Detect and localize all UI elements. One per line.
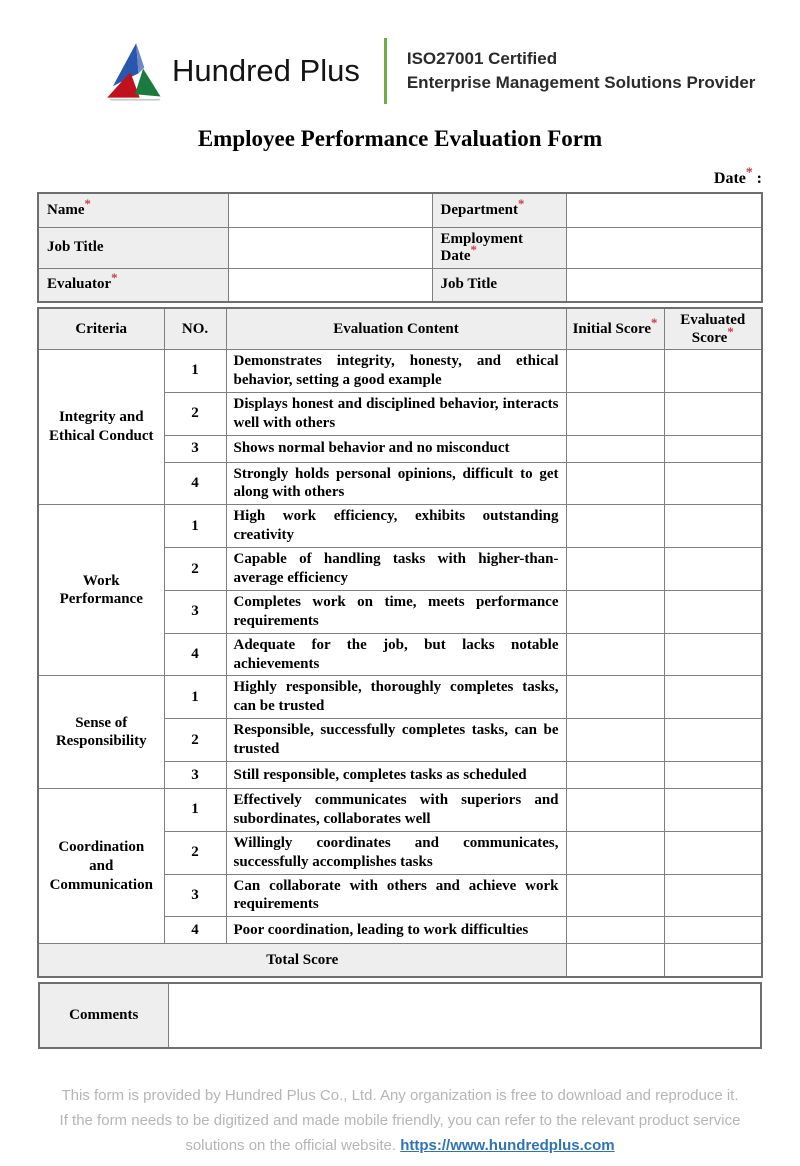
evaluation-content: Can collaborate with others and achieve work requirements — [226, 874, 566, 917]
evaluated-score-cell[interactable] — [664, 676, 762, 719]
required-asterisk: * — [517, 196, 525, 211]
date-colon: : — [752, 170, 762, 187]
evaluation-content: Strongly holds personal opinions, difficult to get along with others — [226, 462, 566, 505]
item-number: 4 — [164, 633, 226, 676]
evaluation-content: Still responsible, completes tasks as scheduled — [226, 762, 566, 789]
evaluation-row — [38, 789, 762, 832]
evaluation-content: Shows normal behavior and no misconduct — [226, 435, 566, 462]
required-asterisk: * — [84, 196, 91, 211]
header-content: Evaluation Content — [226, 308, 566, 350]
item-number: 3 — [164, 762, 226, 789]
evaluated-score-cell[interactable] — [664, 633, 762, 676]
initial-score-cell[interactable] — [566, 719, 664, 762]
comments-label: Comments — [39, 983, 168, 1048]
brand-name: Hundred Plus — [172, 53, 360, 88]
evaluation-content: Responsible, successfully completes tasks, can be trusted — [226, 719, 566, 762]
footer-line-2: If the form needs to be digitized and made mobile friendly, you can refer to the relevant product service — [59, 1111, 741, 1129]
item-number: 1 — [164, 676, 226, 719]
evaluation-content: Willingly coordinates and communicates, successfully accomplishes tasks — [226, 831, 566, 874]
hundred-plus-logo-icon — [106, 41, 164, 101]
evaluation-content: Capable of handling tasks with higher-than-average efficiency — [226, 548, 566, 591]
info-value-cell[interactable] — [566, 193, 762, 227]
initial-score-cell[interactable] — [566, 676, 664, 719]
cert-line-2: Enterprise Management Solutions Provider — [406, 73, 756, 92]
header-initial-score: Initial Score* — [566, 308, 664, 350]
info-value-cell[interactable] — [228, 268, 432, 302]
initial-score-cell[interactable] — [566, 831, 664, 874]
evaluated-score-cell[interactable] — [664, 392, 762, 435]
evaluated-score-cell[interactable] — [664, 590, 762, 633]
info-value-cell[interactable] — [566, 268, 762, 302]
date-line — [38, 164, 762, 188]
initial-score-cell[interactable] — [566, 590, 664, 633]
initial-score-cell[interactable] — [566, 917, 664, 944]
website-link[interactable]: https://www.hundredplus.com — [400, 1136, 615, 1154]
criteria-cell: Integrity and Ethical Conduct — [38, 350, 164, 505]
item-number: 2 — [164, 392, 226, 435]
evaluation-content: Adequate for the job, but lacks notable achievements — [226, 633, 566, 676]
total-score-label: Total Score — [38, 944, 566, 977]
evaluation-table — [37, 307, 763, 978]
evaluated-score-cell[interactable] — [664, 789, 762, 832]
evaluated-score-cell[interactable] — [664, 548, 762, 591]
item-number: 2 — [164, 548, 226, 591]
evaluated-score-cell[interactable] — [664, 505, 762, 548]
comments-table — [38, 982, 762, 1049]
header-criteria: Criteria — [38, 308, 164, 350]
evaluation-header-row — [38, 308, 762, 350]
info-value-cell[interactable] — [566, 227, 762, 268]
footer-line-3 — [0, 1133, 800, 1158]
footer-line-1: This form is provided by Hundred Plus Co., Ltd. Any organization is free to download and reproduce it. — [61, 1086, 739, 1104]
evaluated-score-cell[interactable] — [664, 350, 762, 393]
initial-score-cell[interactable] — [566, 505, 664, 548]
footer-line-3-text: solutions on the official website. — [185, 1136, 401, 1154]
info-label: Employment Date* — [432, 227, 566, 268]
required-asterisk: * — [727, 325, 734, 339]
evaluation-row — [38, 350, 762, 393]
info-value-cell[interactable] — [228, 227, 432, 268]
evaluated-score-cell[interactable] — [664, 435, 762, 462]
initial-score-cell[interactable] — [566, 789, 664, 832]
required-asterisk: * — [470, 242, 477, 257]
initial-score-cell[interactable] — [566, 462, 664, 505]
employee-info-rows — [38, 193, 762, 302]
item-number: 1 — [164, 350, 226, 393]
page-header — [106, 36, 800, 106]
item-number: 2 — [164, 719, 226, 762]
initial-score-cell[interactable] — [566, 874, 664, 917]
evaluation-row — [38, 505, 762, 548]
info-label: Job Title — [432, 268, 566, 302]
evaluation-content: High work efficiency, exhibits outstanding creativity — [226, 505, 566, 548]
total-initial-score-cell[interactable] — [566, 944, 664, 977]
evaluation-rows — [38, 350, 762, 944]
total-evaluated-score-cell[interactable] — [664, 944, 762, 977]
item-number: 4 — [164, 462, 226, 505]
page-footer — [0, 1083, 800, 1158]
info-label: Evaluator* — [38, 268, 228, 302]
total-score-row — [38, 944, 762, 977]
evaluation-content: Effectively communicates with superiors and subordinates, collaborates well — [226, 789, 566, 832]
comments-input-cell[interactable] — [168, 983, 761, 1048]
evaluation-content: Demonstrates integrity, honesty, and ethical behavior, setting a good example — [226, 350, 566, 393]
employee-info-table — [37, 192, 763, 303]
evaluated-score-cell[interactable] — [664, 719, 762, 762]
page-title: Employee Performance Evaluation Form — [197, 126, 603, 151]
header-no: NO. — [164, 308, 226, 350]
item-number: 3 — [164, 435, 226, 462]
required-asterisk: * — [651, 316, 658, 330]
initial-score-cell[interactable] — [566, 435, 664, 462]
evaluation-content: Highly responsible, thoroughly completes tasks, can be trusted — [226, 676, 566, 719]
date-label: Date — [713, 170, 746, 187]
evaluation-content: Poor coordination, leading to work difficulties — [226, 917, 566, 944]
info-label: Department* — [432, 193, 566, 227]
item-number: 2 — [164, 831, 226, 874]
evaluation-row — [38, 676, 762, 719]
item-number: 3 — [164, 874, 226, 917]
criteria-cell: Work Performance — [38, 505, 164, 676]
header-divider — [384, 38, 387, 104]
evaluated-score-cell[interactable] — [664, 462, 762, 505]
info-value-cell[interactable] — [228, 193, 432, 227]
cert-line-1: ISO27001 Certified — [406, 49, 558, 68]
item-number: 3 — [164, 590, 226, 633]
initial-score-cell[interactable] — [566, 633, 664, 676]
required-asterisk: * — [745, 164, 753, 180]
info-row — [38, 227, 762, 268]
evaluated-score-cell[interactable] — [664, 917, 762, 944]
evaluation-content: Displays honest and disciplined behavior, interacts well with others — [226, 392, 566, 435]
certification-block — [407, 49, 756, 93]
item-number: 1 — [164, 505, 226, 548]
item-number: 4 — [164, 917, 226, 944]
initial-score-cell[interactable] — [566, 548, 664, 591]
required-asterisk: * — [111, 271, 118, 286]
item-number: 1 — [164, 789, 226, 832]
evaluated-score-cell[interactable] — [664, 874, 762, 917]
header-evaluated-score: Evaluated Score* — [664, 308, 762, 350]
initial-score-cell[interactable] — [566, 350, 664, 393]
criteria-cell: Sense of Responsibility — [38, 676, 164, 789]
info-label: Name* — [38, 193, 228, 227]
criteria-cell: Coordination and Communication — [38, 789, 164, 944]
evaluation-content: Completes work on time, meets performance requirements — [226, 590, 566, 633]
info-row — [38, 193, 762, 227]
evaluated-score-cell[interactable] — [664, 831, 762, 874]
evaluated-score-cell[interactable] — [664, 762, 762, 789]
initial-score-cell[interactable] — [566, 762, 664, 789]
initial-score-cell[interactable] — [566, 392, 664, 435]
info-label: Job Title — [38, 227, 228, 268]
info-row — [38, 268, 762, 302]
